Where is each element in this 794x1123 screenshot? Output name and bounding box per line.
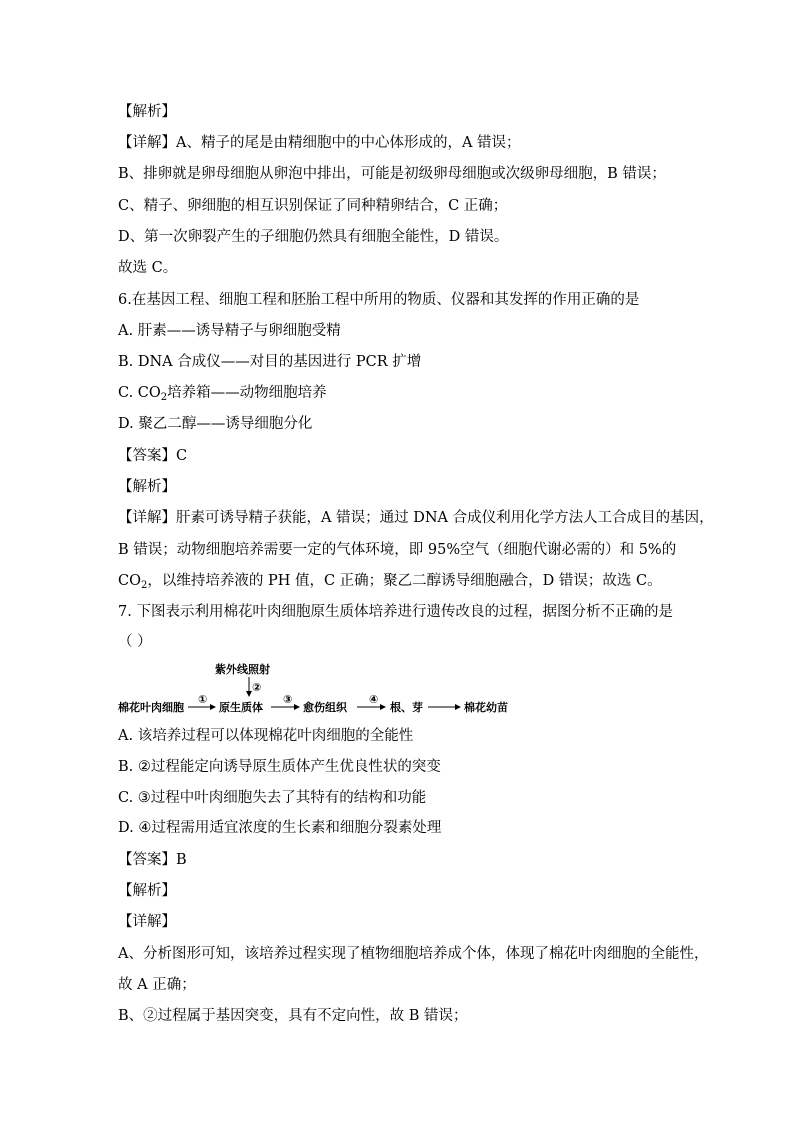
q7-diagram-node1: 棉花叶肉细胞 [118,701,184,714]
q7-stem-line2: （ ） [118,634,152,650]
q5-detail-b: B、排卵就是卵母细胞从卵泡中排出，可能是初级卵母细胞或次级卵母细胞，B 错误； [118,166,666,182]
q6-option-c-subscript: 2 [160,392,168,403]
q7-option-b: B. ②过程能定向诱导原生质体产生优良性状的突变 [118,759,441,775]
q7-diagram-step3: ③ [283,693,293,706]
q6-option-d: D. 聚乙二醇——诱导细胞分化 [118,416,313,432]
q7-option-d: D. ④过程需用适宜浓度的生长素和细胞分裂素处理 [118,820,442,836]
q7-diagram-step1: ① [198,693,208,706]
q6-answer: 【答案】C [118,448,188,464]
q7-detail-a-line1: A、分析图形可知，该培养过程实现了植物细胞培养成个体，体现了棉花叶肉细胞的全能性， [118,946,709,962]
q5-detail-a-text: A、精子的尾是由精细胞中的中心体形成的，A 错误； [176,135,521,151]
q7-diagram-uv-label: 紫外线照射 [215,663,270,676]
q6-option-c-suffix: 培养箱——动物细胞培养 [167,385,327,401]
q7-option-a: A. 该培养过程可以体现棉花叶肉细胞的全能性 [118,728,414,744]
q7-answer: 【答案】B [118,852,187,868]
q6-detail-line3-suffix: ，以维持培养液的 PH 值，C 正确；聚乙二醇诱导细胞融合，D 错误；故选 C。 [147,573,662,589]
q7-analysis-header: 【解析】 [118,883,176,899]
q7-option-c: C. ③过程中叶肉细胞失去了其特有的结构和功能 [118,790,427,806]
q6-analysis-header: 【解析】 [118,479,176,495]
q5-conclusion: 故选 C。 [118,260,178,276]
q6-detail-line3-subscript: 2 [140,580,148,591]
q7-diagram-step2: ② [252,681,262,694]
q6-detail-line2: B 错误；动物细胞培养需要一定的气体环境，即 95%空气（细胞代谢必需的）和 5%的 [118,542,677,558]
q5-detail-label: 【详解】 [118,135,176,151]
q6-detail-line3 [118,571,662,591]
q6-stem: 6.在基因工程、细胞工程和胚胎工程中所用的物质、仪器和其发挥的作用正确的是 [118,292,640,308]
q7-diagram-node2: 原生质体 [219,701,263,714]
q7-detail-label: 【详解】 [118,914,176,930]
q7-diagram-node4: 根、芽 [390,701,423,714]
q6-option-c-prefix: C. CO [118,385,161,401]
q5-analysis-header: 【解析】 [118,104,176,120]
q7-diagram-step4: ④ [369,693,379,706]
q7-detail-b: B、②过程属于基因突变，具有不定向性，故 B 错误； [118,1008,468,1024]
q6-option-a: A. 肝素——诱导精子与卵细胞受精 [118,323,341,339]
q6-detail-line3-prefix: CO [118,573,141,589]
q7-stem-line1: 7. 下图表示利用棉花叶肉细胞原生质体培养进行遗传改良的过程，据图分析不正确的是 [118,604,673,620]
q7-diagram-node5: 棉花幼苗 [464,701,508,714]
q7-flow-diagram [118,660,538,720]
q6-detail-line1: 【详解】肝素可诱导精子获能，A 错误；通过 DNA 合成仪利用化学方法人工合成目的基因， [118,510,714,526]
q7-diagram-node3: 愈伤组织 [303,701,347,714]
q6-option-c [118,383,327,403]
q7-detail-a-line2: 故 A 正确； [118,977,196,993]
q5-detail-a [118,133,521,153]
q5-detail-d: D、第一次卵裂产生的子细胞仍然具有细胞全能性，D 错误。 [118,229,509,245]
q5-detail-c: C、精子、卵细胞的相互识别保证了同种精卵结合，C 正确； [118,198,508,214]
q6-option-b: B. DNA 合成仪——对目的基因进行 PCR 扩增 [118,354,422,370]
